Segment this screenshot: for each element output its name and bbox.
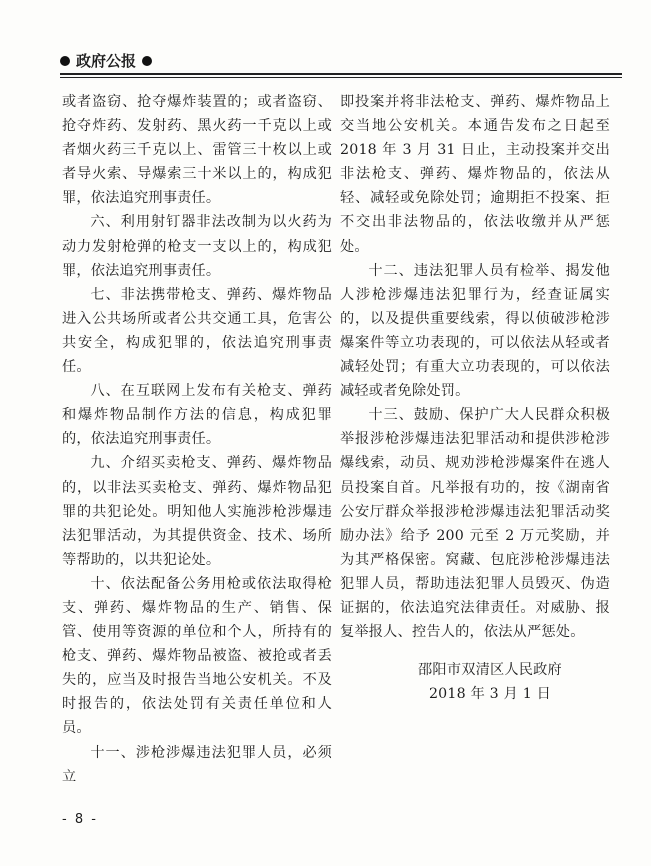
right-column xyxy=(340,90,610,706)
paragraph-item-8: 八、在互联网上发布有关枪支、弹药和爆炸物品制作方法的信息，构成犯罪的，依法追究刑事责任。 xyxy=(62,383,332,448)
header-rule-thin xyxy=(60,77,622,78)
signature-date: 2018 年 3 月 1 日 xyxy=(428,686,552,703)
paragraph-item-7: 七、非法携带枪支、弹药、爆炸物品进入公共场所或者公共交通工具，危害公共安全，构成犯罪的，依法追究刑事责任。 xyxy=(62,286,332,376)
publication-title: 政府公报 xyxy=(76,52,137,70)
header-rule-thick xyxy=(60,73,622,75)
paragraph-item-6: 六、利用射钉器非法改制为以火药为动力发射枪弹的枪支一支以上的，构成犯罪，依法追究刑事责任。 xyxy=(62,214,332,279)
paragraph-continued: 或者盗窃、抢夺爆炸装置的；或者盗窃、抢夺炸药、发射药、黑火药一千克以上或者烟火药三千克以上、雷管三十枚以上或者导火索、导爆索三十米以上的，构成犯罪，依法追究刑事责任。 xyxy=(62,94,332,207)
paragraph-item-13: 十三、鼓励、保护广大人民群众积极举报涉枪涉爆违法犯罪活动和提供涉枪涉爆线索，动员、规劝涉枪涉爆案件在逃人员投案自首。凡举报有功的，按《湖南省公安厅群众举报涉枪涉爆违法犯罪活动奖励办法》给予 200 元至 2 万元奖励，并为其严格保密。窝藏、包庇涉枪涉爆违法犯罪人员，帮助违法犯罪人员毁灭、伪造证据的，依法追究法律责任。对威胁、报复举报人、控告人的，依法从严惩处。 xyxy=(340,407,610,641)
paragraph-item-11: 十一、涉枪涉爆违法犯罪人员，必须立 xyxy=(62,744,332,785)
signature-organization: 邵阳市双清区人民政府 xyxy=(418,662,562,679)
paragraph-item-12: 十二、违法犯罪人员有检举、揭发他人涉枪涉爆违法犯罪行为，经查证属实的，以及提供重要线索，得以侦破涉枪涉爆案件等立功表现的，可以依法从轻或者减轻处罚；有重大立功表现的，可以依法减轻或者免除处罚。 xyxy=(340,262,610,400)
publication-header xyxy=(60,50,152,71)
paragraph-continued: 即投案并将非法枪支、弹药、爆炸物品上交当地公安机关。本通告发布之日起至 2018 年 3 月 31 日止，主动投案并交出非法枪支、弹药、爆炸物品的，依法从轻、减轻或免除处罚；逾期拒不投案、拒不交出非法物品的，依法收缴并从严惩处。 xyxy=(340,94,610,255)
page-number: - 8 - xyxy=(62,812,98,827)
left-column xyxy=(62,90,332,789)
paragraph-item-10: 十、依法配备公务用枪或依法取得枪支、弹药、爆炸物品的生产、销售、保管、使用等资源的单位和个人，所持有的枪支、弹药、爆炸物品被盗、被抢或者丢失的，应当及时报告当地公安机关。不及时报告的，依法处罚有关责任单位和人员。 xyxy=(62,575,332,737)
bullet-dot-icon xyxy=(60,56,70,66)
paragraph-item-9: 九、介绍买卖枪支、弹药、爆炸物品的，以非法买卖枪支、弹药、爆炸物品犯罪的共犯论处。明知他人实施涉枪涉爆违法犯罪活动，为其提供资金、技术、场所等帮助的，以共犯论处。 xyxy=(62,455,332,568)
bullet-dot-icon xyxy=(142,56,152,66)
